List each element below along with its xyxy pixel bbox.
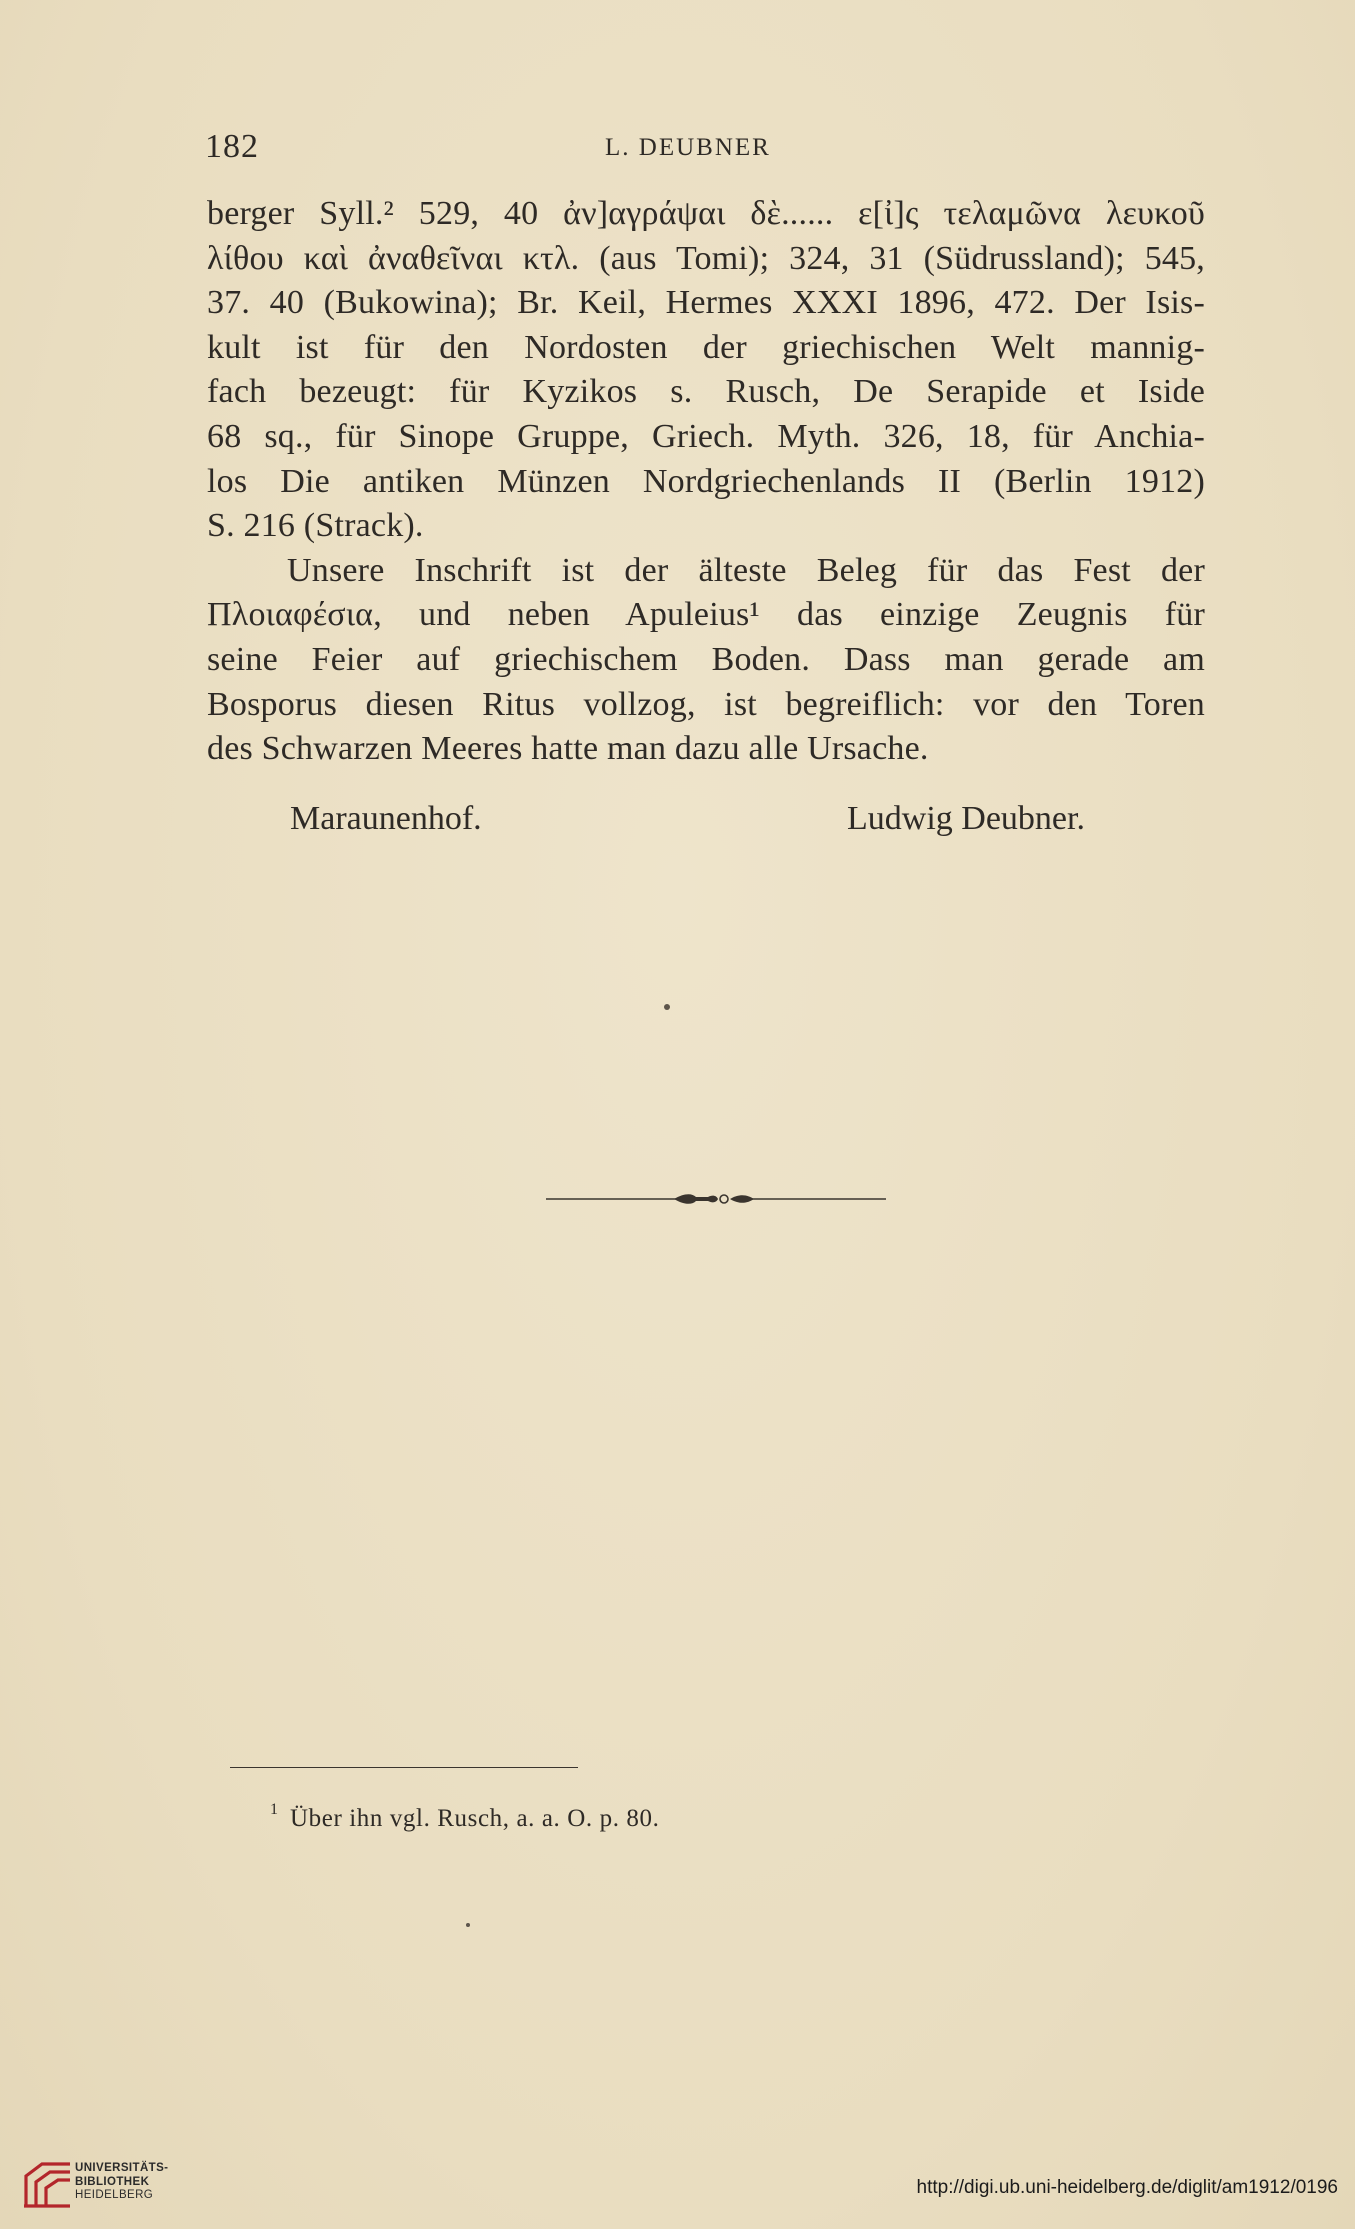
text-line: berger Syll.² 529, 40 ἀν]αγράψαι δὲ...... ε[ἰ]ς τελαμῶνα λευκοῦ [207, 195, 1205, 232]
text-line: fach bezeugt: für Kyzikos s. Rusch, De Serapide et Iside [207, 373, 1205, 411]
footnote-text: Über ihn vgl. Rusch, a. a. O. p. 80. [290, 1805, 660, 1832]
source-url-link[interactable]: http://digi.ub.uni-heidelberg.de/diglit/am1912/0196 [916, 2177, 1338, 2198]
body-text [207, 192, 1205, 772]
text-line: los Die antiken Münzen Nordgriechenlands II (Berlin 1912) [207, 462, 1205, 500]
text-line: λίθου καὶ ἀναθεῖναι κτλ. (aus Tomi); 324, 31 (Südrussland); 545, [207, 239, 1205, 277]
text-line: kult ist für den Nordosten der griechischen Welt mannig- [207, 328, 1205, 366]
signature-author: Ludwig Deubner. [847, 800, 1085, 837]
ornament-divider [546, 1187, 886, 1211]
footnote-marker: 1 [270, 1801, 279, 1818]
ink-speck [466, 1923, 470, 1927]
library-logo-text [75, 2162, 168, 2203]
text-line: Unsere Inschrift ist der älteste Beleg für das Fest der [287, 551, 1205, 589]
text-line: Bosporus diesen Ritus vollzog, ist begreiflich: vor den Toren [207, 685, 1205, 723]
text-line: seine Feier auf griechischem Boden. Dass man gerade am [207, 640, 1205, 678]
text-line: 37. 40 (Bukowina); Br. Keil, Hermes XXXI 1896, 472. Der Isis- [207, 284, 1205, 322]
logo-line-1: UNIVERSITÄTS- [75, 2162, 169, 2174]
page-number: 182 [205, 128, 259, 165]
signature-place: Maraunenhof. [290, 800, 482, 837]
signature-line [207, 800, 1205, 846]
text-line: 68 sq., für Sinope Gruppe, Griech. Myth. 326, 18, für Anchia- [207, 417, 1205, 455]
text-line: des Schwarzen Meeres hatte man dazu alle Ursache. [207, 730, 929, 768]
text-line: S. 216 (Strack). [207, 507, 424, 545]
footnote-rule [230, 1767, 578, 1768]
page-header [205, 128, 1195, 168]
running-head: L. DEUBNER [605, 134, 771, 161]
footnote [270, 1801, 660, 1833]
ink-speck [664, 1004, 670, 1010]
logo-line-2: BIBLIOTHEK [75, 2175, 150, 2188]
logo-line-3: HEIDELBERG [75, 2189, 154, 2201]
text-line: Πλοιαφέσια, und neben Apuleius¹ das einzige Zeugnis für [207, 596, 1205, 634]
